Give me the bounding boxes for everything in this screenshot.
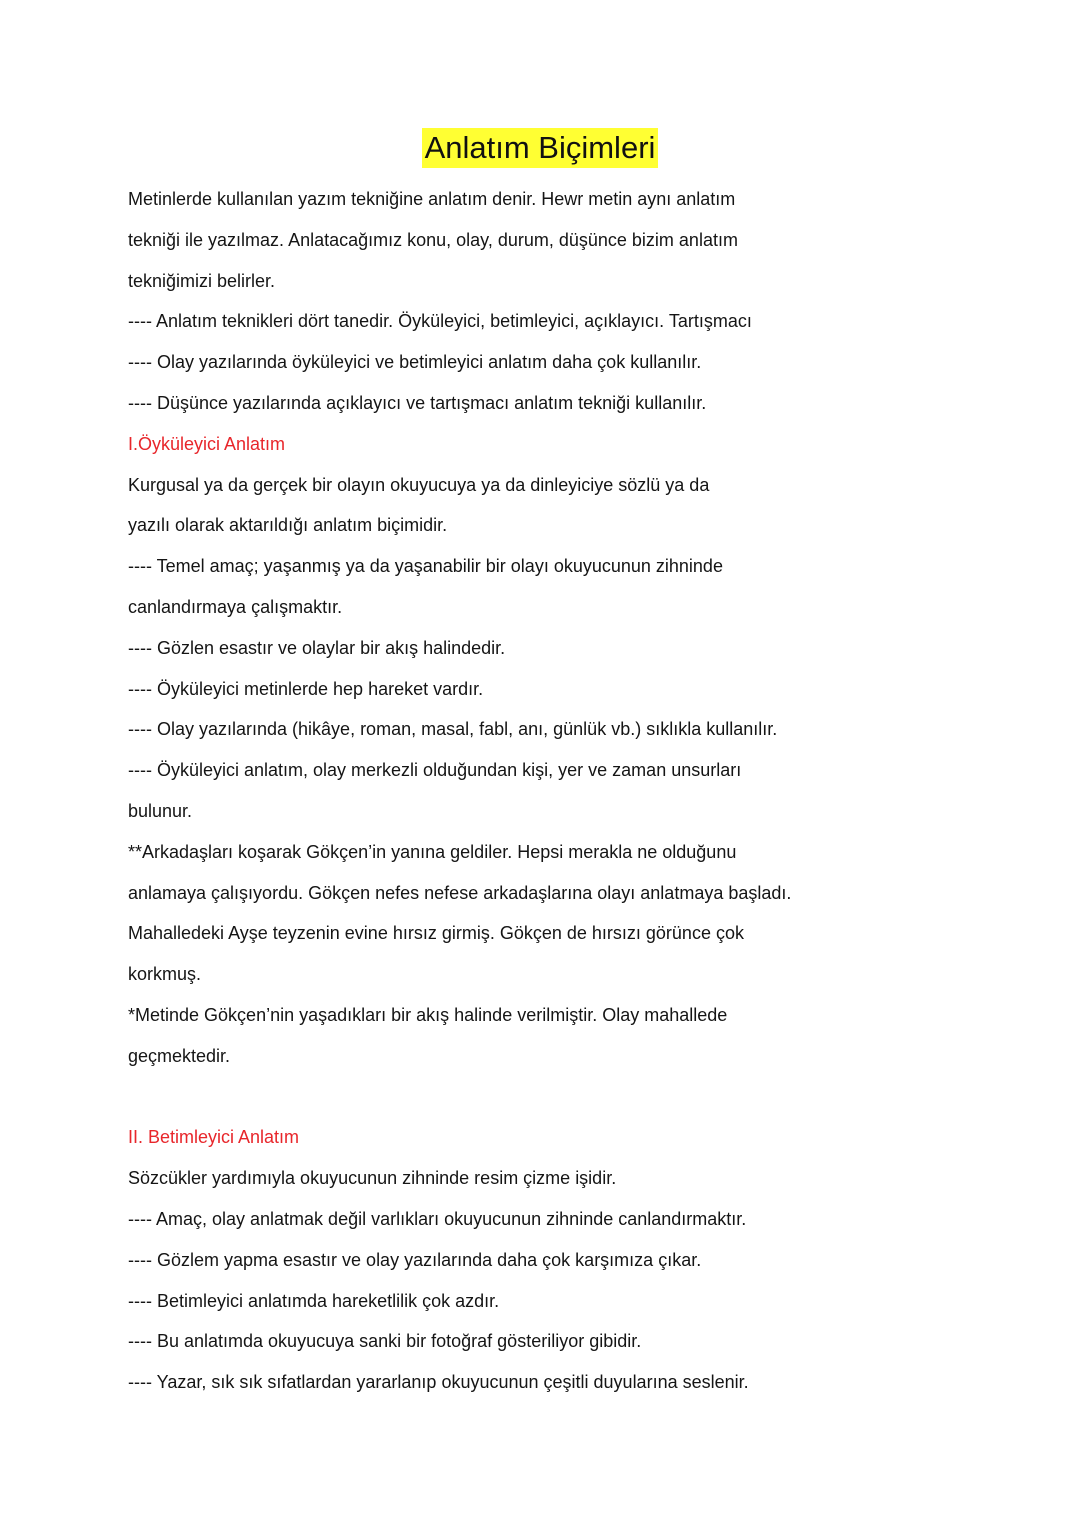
bullet-line: ---- Düşünce yazılarında açıklayıcı ve tartışmacı anlatım tekniği kullanılır.	[128, 393, 707, 413]
bullet-line: ---- Olay yazılarında (hikâye, roman, masal, fabl, anı, günlük vb.) sıklıkla kullanılır.	[128, 719, 778, 739]
paragraph-line: Metinlerde kullanılan yazım tekniğine anlatım denir. Hewr metin aynı anlatım	[128, 189, 736, 209]
paragraph-line: yazılı olarak aktarıldığı anlatım biçimidir.	[128, 515, 448, 535]
paragraph-line: Sözcükler yardımıyla okuyucunun zihninde resim çizme işidir.	[128, 1168, 617, 1188]
example-line: **Arkadaşları koşarak Gökçen’in yanına geldiler. Hepsi merakla ne olduğunu	[128, 842, 737, 862]
bullet-line: ---- Öyküleyici anlatım, olay merkezli olduğundan kişi, yer ve zaman unsurları	[128, 760, 742, 780]
bullet-line: ---- Bu anlatımda okuyucuya sanki bir fotoğraf gösteriliyor gibidir.	[128, 1331, 642, 1351]
bullet-line: ---- Temel amaç; yaşanmış ya da yaşanabilir bir olayı okuyucunun zihninde	[128, 556, 723, 576]
bullet-line: ---- Olay yazılarında öyküleyici ve betimleyici anlatım daha çok kullanılır.	[128, 352, 702, 372]
note-line: *Metinde Gökçen’nin yaşadıkları bir akış halinde verilmiştir. Olay mahallede	[128, 1005, 728, 1025]
example-line: korkmuş.	[128, 964, 202, 984]
bullet-line: ---- Yazar, sık sık sıfatlardan yararlanıp okuyucunun çeşitli duyularına seslenir.	[128, 1372, 749, 1392]
bullet-line: ---- Öyküleyici metinlerde hep hareket vardır.	[128, 679, 484, 699]
page-title: Anlatım Biçimleri	[422, 128, 659, 168]
title-container	[0, 128, 1080, 168]
section-heading-betimleyici: II. Betimleyici Anlatım	[128, 1127, 300, 1147]
bullet-line: ---- Amaç, olay anlatmak değil varlıkları okuyucunun zihninde canlandırmaktır.	[128, 1209, 747, 1229]
example-line: anlamaya çalışıyordu. Gökçen nefes nefese arkadaşlarına olayı anlatmaya başladı.	[128, 883, 792, 903]
bullet-line: ---- Gözlem yapma esastır ve olay yazılarında daha çok karşımıza çıkar.	[128, 1250, 702, 1270]
paragraph-line: bulunur.	[128, 801, 193, 821]
paragraph-line: canlandırmaya çalışmaktır.	[128, 597, 343, 617]
section-heading-oykuleyici: I.Öyküleyici Anlatım	[128, 434, 286, 454]
paragraph-line: tekniğimizi belirler.	[128, 271, 276, 291]
bullet-line: ---- Anlatım teknikleri dört tanedir. Öyküleyici, betimleyici, açıklayıcı. Tartışmacı	[128, 311, 752, 331]
bullet-line: ---- Gözlen esastır ve olaylar bir akış halindedir.	[128, 638, 506, 658]
paragraph-line: Kurgusal ya da gerçek bir olayın okuyucuya ya da dinleyiciye sözlü ya da	[128, 475, 710, 495]
note-line: geçmektedir.	[128, 1046, 231, 1066]
bullet-line: ---- Betimleyici anlatımda hareketlilik çok azdır.	[128, 1291, 500, 1311]
example-line: Mahalledeki Ayşe teyzenin evine hırsız girmiş. Gökçen de hırsızı görünce çok	[128, 923, 744, 943]
paragraph-line: tekniği ile yazılmaz. Anlatacağımız konu, olay, durum, düşünce bizim anlatım	[128, 230, 738, 250]
